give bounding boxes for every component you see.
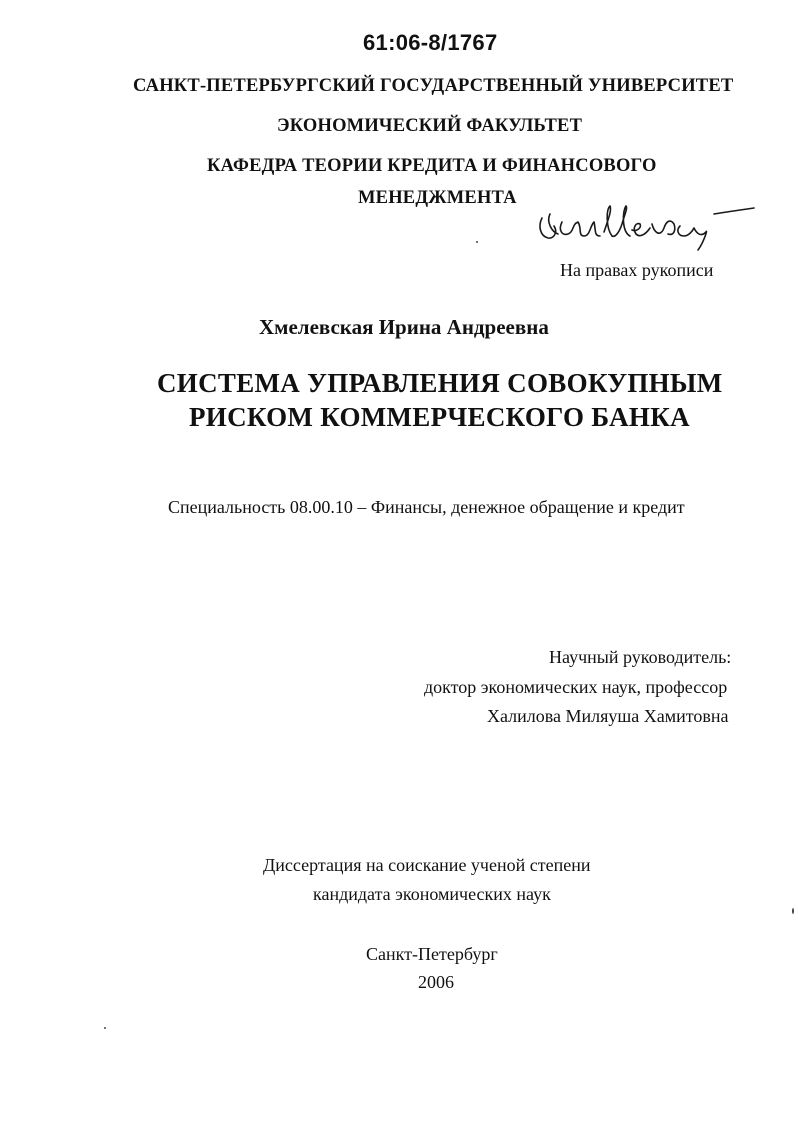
supervisor-degree: доктор экономических наук, профессор (424, 677, 728, 697)
city: Санкт-Петербург (366, 944, 498, 964)
department-name-line2: МЕНЕДЖМЕНТА (358, 188, 517, 208)
year: 2006 (418, 972, 454, 992)
author-name: Хмелевская Ирина Андреевна (259, 315, 549, 339)
scan-speck (792, 908, 794, 914)
supervisor-name: Халилова Миляуша Хамитовна (487, 706, 729, 726)
dissertation-title-line2: РИСКОМ КОММЕРЧЕСКОГО БАНКА (189, 402, 690, 432)
manuscript-rights-note: На правах рукописи (560, 260, 714, 280)
university-name: САНКТ-ПЕТЕРБУРГСКИЙ ГОСУДАРСТВЕННЫЙ УНИВЕРСИТЕТ (133, 76, 734, 96)
specialty-line: Специальность 08.00.10 – Финансы, денежное обращение и кредит (168, 497, 685, 517)
dissertation-purpose-line2: кандидата экономических наук (313, 884, 551, 904)
dissertation-purpose-line1: Диссертация на соискание ученой степени (263, 855, 591, 875)
dissertation-title-line1: СИСТЕМА УПРАВЛЕНИЯ СОВОКУПНЫМ (157, 368, 723, 398)
department-name-line1: КАФЕДРА ТЕОРИИ КРЕДИТА И ФИНАНСОВОГО (207, 156, 657, 176)
archive-code: 61:06-8/1767 (363, 30, 498, 55)
scan-speck (476, 241, 478, 243)
supervisor-label: Научный руководитель: (549, 647, 732, 667)
scan-speck (104, 1027, 106, 1029)
faculty-name: ЭКОНОМИЧЕСКИЙ ФАКУЛЬТЕТ (277, 116, 583, 136)
handwritten-signature (528, 198, 768, 258)
